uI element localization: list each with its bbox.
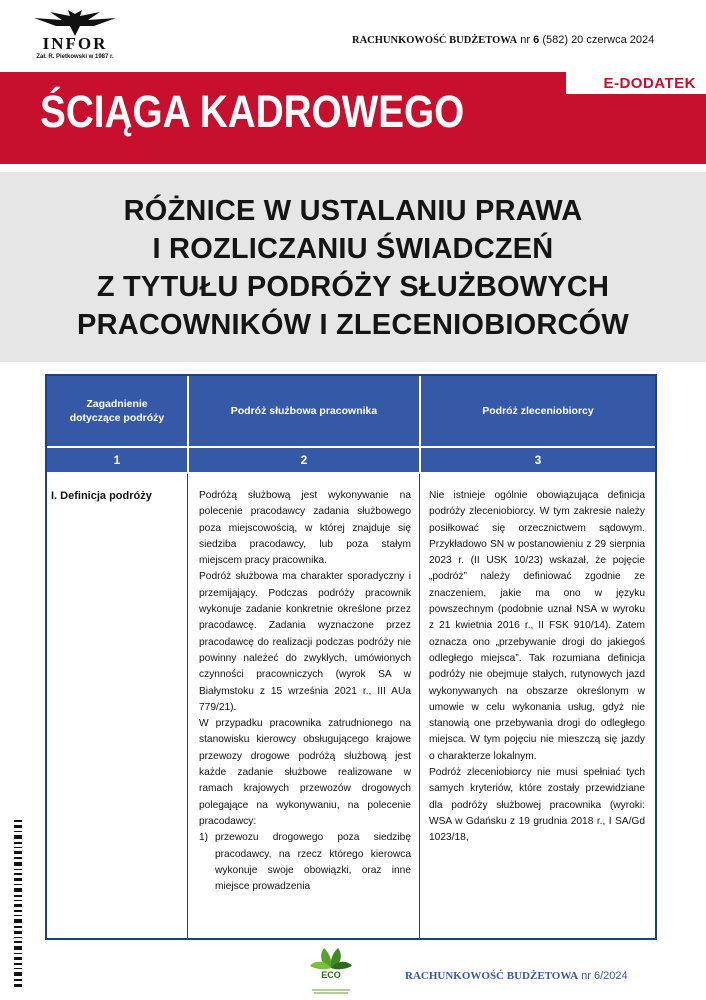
eco-leaf-icon <box>300 942 362 996</box>
paragraph: Podróż służbowa ma charakter sporadyczny i przemijający. Podczas podróży pracownik wykonuje zadanie konkretnie określone przez pracodawcę. Zadania wyznaczone przez pracodawcę do realizacji podczas podróży nie powinny należeć do zwykłych, umówionych czynności pracowniczych (wyrok SA w Białymstoku z 15 września 2021 r., III AUa 779/21). <box>199 571 411 713</box>
row-category: I. Definicja podróży <box>51 490 152 502</box>
header-contractor-trip: Podróż zleceniobiorcy <box>482 405 594 417</box>
column-number: 3 <box>534 453 542 467</box>
list-number: 1) <box>199 832 209 844</box>
column-number: 1 <box>113 453 121 467</box>
paragraph: Nie istnieje ogólnie obowiązująca definicja podróży zleceniobiorcy. W tym zakresie należy posiłkować się orzecznictwem sądowym. Przykładowo SN w postanowieniu z 29 sierpnia 2023 r. (II USK 10/23) wskazał, że pojęcie „podróż” należy definiować zgodnie ze znaczeniem, jakie ma ono w języku powszechnym (podobnie uznał NSA w wyroku z 21 kwietnia 2016 r., II FSK 910/14). Zatem oznacza ono „przebywanie drogi do jakiegoś odległego miejsca”. Tak rozumiana definicja podróży nie obejmuje stałych, rutynowych jazd wykonywanych na obszarze określonym w umowie w celu wykonania usług, gdyż nie stanowią one przebywania drogi do odległego miejsca. W tym pojęciu nie mieszczą się jazdy o charakterze lokalnym. <box>429 490 645 762</box>
paragraph: W przypadku pracownika zatrudnionego na stanowisku kierowcy obsługującego krajowe przewozy drogowe podróżą służbową jest każde zadanie służbowe realizowane w ramach krajowych przewozów drogowych polegające na wykonywaniu, na polecenie pracodawcy: <box>199 718 411 827</box>
header-employee-trip: Podróż służbowa pracownika <box>230 405 378 417</box>
subtitle-line: Z TYTUŁU PODRÓŻY SŁUŻBOWYCH <box>96 271 610 303</box>
list-item <box>199 830 411 895</box>
employee-trip-text <box>199 488 411 895</box>
list-text: przewozu drogowego poza siedzibę pracodawcy, na rzecz którego kierowca wykonuje swoje obowiązki, oraz inne miejsce prowadzenia <box>215 832 411 893</box>
eco-label: ECO <box>321 970 341 980</box>
paragraph: Podróżą służbową jest wykonywanie na polecenie pracodawcy zadania służbowego poza miejscowością, w której znajduje się siedziba pracodawcy, lub poza stałym miejscem pracy pracownika. <box>199 490 411 567</box>
subtitle <box>0 192 706 344</box>
footer-publication <box>405 970 628 982</box>
issue-date: 20 czerwca 2024 <box>571 34 655 46</box>
issue-sequence: (582) <box>542 34 568 46</box>
row-col-divider <box>419 474 420 940</box>
column-number: 2 <box>300 453 308 467</box>
subtitle-line: PRACOWNIKÓW I ZLECENIOBIORCÓW <box>77 309 629 341</box>
subtitle-line: RÓŻNICE W USTALANIU PRAWA <box>123 195 583 227</box>
issue-number: 6 <box>533 34 540 46</box>
logo-subtitle: Zał. R. Pietkowski w 1987 r. <box>36 54 114 60</box>
barcode <box>2 820 22 990</box>
contractor-trip-text <box>429 488 645 847</box>
header-topic: Zagadnienie dotyczące podróży <box>69 398 165 424</box>
paragraph: Podróż zleceniobiorcy nie musi spełniać tych samych kryteriów, które zostały przewidziane dla podróży służbowej pracownika (wyroki: WSA w Gdańsku z 19 grudnia 2018 r., I SA/Gd 1023/18, <box>429 767 645 844</box>
infor-logo <box>20 10 130 68</box>
row-col-divider <box>187 474 188 940</box>
publication-name: RACHUNKOWOŚĆ BUDŻETOWA <box>352 35 518 46</box>
subtitle-line: I ROZLICZANIU ŚWIADCZEŃ <box>152 233 554 265</box>
e-dodatek-badge: E-DODATEK <box>603 75 696 92</box>
comparison-table <box>45 374 657 940</box>
issue-prefix: nr <box>520 34 531 46</box>
table-row <box>47 474 655 940</box>
page-title: ŚCIĄGA KADROWEGO <box>40 86 465 137</box>
footer-issue: nr 6/2024 <box>581 970 628 982</box>
eagle-icon <box>30 10 120 36</box>
issue-line <box>352 34 654 46</box>
footer-publication-name: RACHUNKOWOŚĆ BUDŻETOWA <box>405 970 579 982</box>
logo-name: INFOR <box>42 34 108 53</box>
